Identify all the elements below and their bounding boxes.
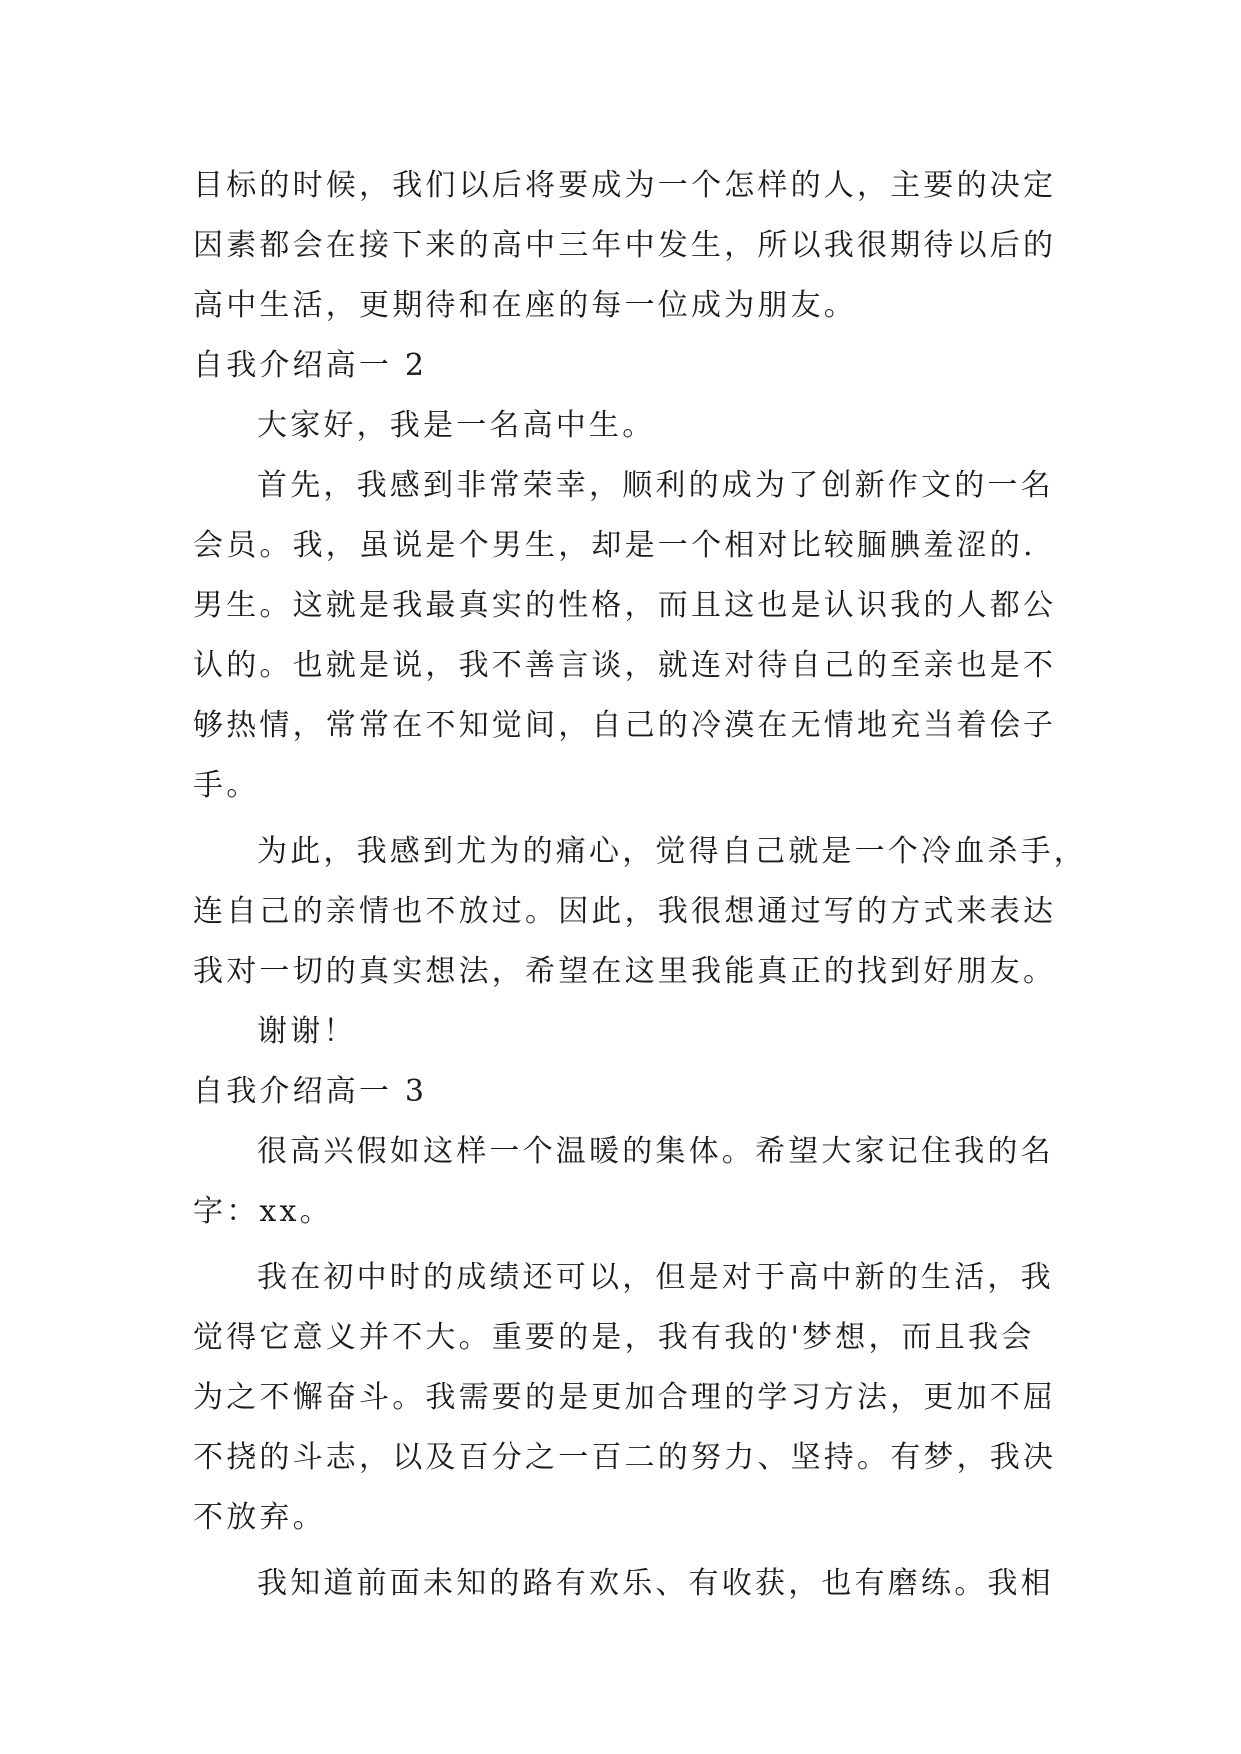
paragraph-line: 不挠的斗志，以及百分之一百二的努力、坚持。有梦，我决 — [193, 1440, 1057, 1475]
paragraph-line: 我知道前面未知的路有欢乐、有收获，也有磨练。我相 — [257, 1566, 1054, 1601]
paragraph-line: 首先，我感到非常荣幸，顺利的成为了创新作文的一名 — [257, 468, 1054, 503]
paragraph-line: 男生。这就是我最真实的性格，而且这也是认识我的人都公 — [193, 588, 1057, 623]
paragraph-line: 会员。我，虽说是个男生，却是一个相对比较腼腆羞涩的. — [193, 528, 1036, 563]
paragraph-line: 字：xx。 — [193, 1194, 333, 1229]
paragraph-line: 谢谢！ — [257, 1014, 357, 1049]
paragraph-line: 为此，我感到尤为的痛心，觉得自己就是一个冷血杀手， — [257, 834, 1087, 869]
paragraph-line: 不放弃。 — [193, 1500, 326, 1535]
paragraph-line: 够热情，常常在不知觉间，自己的冷漠在无情地充当着侩子 — [193, 708, 1057, 743]
paragraph-line: 为之不懈奋斗。我需要的是更加合理的学习方法，更加不屈 — [193, 1380, 1057, 1415]
paragraph-line: 我在初中时的成绩还可以，但是对于高中新的生活，我 — [257, 1260, 1054, 1295]
paragraph-line: 手。 — [193, 768, 260, 803]
paragraph-line: 大家好，我是一名高中生。 — [257, 408, 656, 443]
paragraph-line: 我对一切的真实想法，希望在这里我能真正的找到好朋友。 — [193, 954, 1057, 989]
paragraph-line: 很高兴假如这样一个温暖的集体。希望大家记住我的名 — [257, 1134, 1054, 1169]
section-heading: 自我介绍高一 2 — [193, 348, 428, 383]
paragraph-line: 目标的时候，我们以后将要成为一个怎样的人，主要的决定 — [193, 168, 1057, 203]
paragraph-line: 连自己的亲情也不放过。因此，我很想通过写的方式来表达 — [193, 894, 1057, 929]
paragraph-line: 认的。也就是说，我不善言谈，就连对待自己的至亲也是不 — [193, 648, 1057, 683]
document-body — [193, 156, 1087, 1614]
section-heading: 自我介绍高一 3 — [193, 1074, 428, 1109]
paragraph-line: 因素都会在接下来的高中三年中发生，所以我很期待以后的 — [193, 228, 1057, 263]
paragraph-line: 觉得它意义并不大。重要的是，我有我的'梦想，而且我会 — [193, 1320, 1035, 1355]
paragraph-line: 高中生活，更期待和在座的每一位成为朋友。 — [193, 288, 857, 323]
